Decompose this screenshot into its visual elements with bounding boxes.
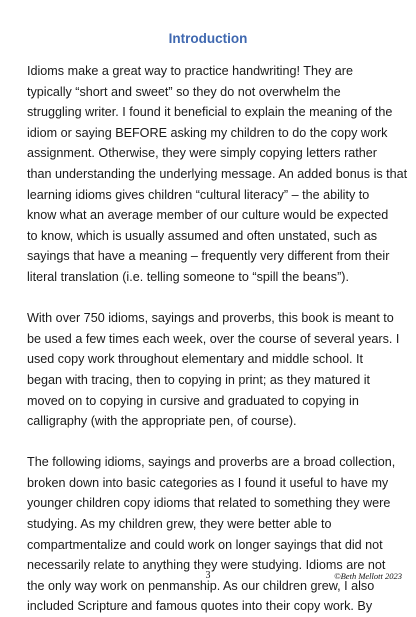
text-line: literal translation (i.e. telling someone to “spill the beans”). — [27, 269, 349, 284]
text-line: studying. As my children grew, they were better able to — [27, 517, 332, 532]
text-line: learning idioms gives children “cultural literacy” – the ability to — [27, 187, 370, 202]
body-text — [27, 61, 408, 617]
page-title: Introduction — [168, 31, 248, 46]
text-line: used copy work throughout elementary and middle school. It — [27, 352, 364, 367]
text-line: sayings that have a meaning – frequently very different from their — [27, 249, 390, 264]
paragraph-3 — [27, 452, 396, 617]
text-line: The following idioms, sayings and proverbs are a broad collection, — [27, 455, 396, 470]
text-line: younger children copy idioms that related to something they were — [27, 496, 391, 511]
page-number: 3 — [205, 570, 211, 581]
copyright-notice: ©Beth Mellott 2023 — [334, 571, 402, 581]
text-line: to know, which is usually assumed and often unstated, such as — [27, 228, 378, 243]
text-line: idiom or saying BEFORE asking my children to do the copy work — [27, 125, 388, 140]
text-line: moved on to copying in cursive and graduated to copying in — [27, 393, 359, 408]
text-line: struggling writer. I found it beneficial to explain the meaning of the — [27, 105, 393, 120]
paragraph-1 — [27, 61, 408, 288]
text-line: than understanding the underlying message. An added bonus is that — [27, 166, 408, 181]
text-line: be used a few times each week, over the course of several years. I — [27, 331, 400, 346]
text-line: necessarily relate to anything they were studying. Idioms are not — [27, 558, 386, 573]
text-line: typically “short and sweet” so they do not overwhelm the — [27, 84, 341, 99]
text-line: included Scripture and famous quotes into their copy work. By — [27, 599, 373, 614]
text-line: broken down into basic categories as I found it useful to have my — [27, 475, 389, 490]
text-line: compartmentalize and could work on longer sayings that did not — [27, 537, 383, 552]
text-line: assignment. Otherwise, they were simply copying letters rather — [27, 146, 377, 161]
text-line: began with tracing, then to copying in print; as they matured it — [27, 372, 371, 387]
text-line: calligraphy (with the appropriate pen, of course). — [27, 414, 297, 429]
text-line: know what an average member of our culture would be expected — [27, 208, 389, 223]
text-line: the only way work on penmanship. As our children grew, I also — [27, 578, 375, 593]
text-line: With over 750 idioms, sayings and proverbs, this book is meant to — [27, 311, 394, 326]
text-line: Idioms make a great way to practice handwriting! They are — [27, 64, 353, 78]
paragraph-2 — [27, 308, 400, 432]
